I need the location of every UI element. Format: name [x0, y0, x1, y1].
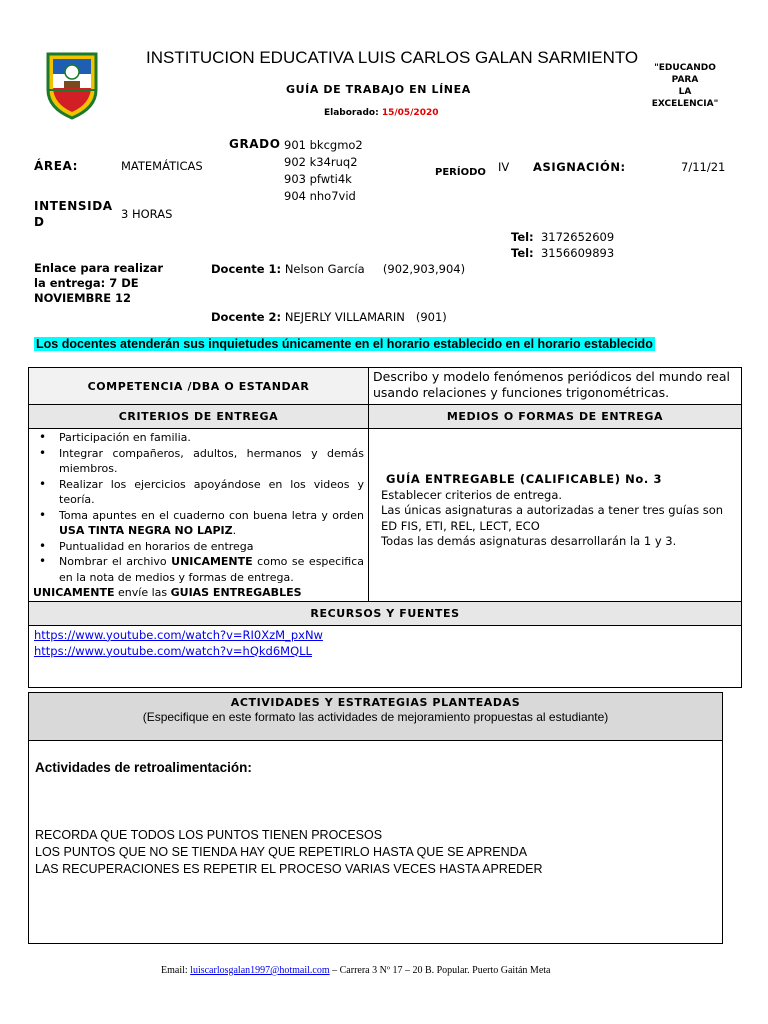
retro-line: LOS PUNTOS QUE NO SE TIENDA HAY QUE REPETIRLO HASTA QUE SE APRENDA	[35, 845, 528, 859]
criterio-text: Toma apuntes en el cuaderno con buena letra y orden	[59, 508, 364, 522]
elaborado-date: 15/05/2020	[381, 108, 439, 118]
retro-label: Actividades de retroalimentación:	[35, 760, 252, 775]
footer-address: – Carrera 3 Nº 17 – 20 B. Popular. Puerto Gaitán Meta	[329, 965, 551, 976]
criterio-bold: UNICAMENTE	[33, 586, 115, 599]
motto-line: PARA	[671, 75, 699, 85]
criterio-text: envíe las	[114, 586, 171, 599]
docente2-value: NEJERLY VILLAMARIN (901)	[284, 310, 447, 324]
school-name: INSTITUCION EDUCATIVA LUIS CARLOS GALAN SARMIENTO	[146, 48, 639, 67]
docente-2	[211, 309, 465, 325]
grado-codes	[284, 137, 363, 205]
guide-title: GUÍA DE TRABAJO EN LÍNEA	[286, 83, 471, 96]
asignacion-value: 7/11/21	[681, 160, 726, 174]
area-value: MATEMÁTICAS	[121, 159, 203, 173]
medios-cell	[369, 429, 742, 602]
motto-line: LA	[678, 87, 692, 97]
tel-label: Tel:	[511, 230, 534, 244]
docentes	[211, 229, 465, 341]
telefono-1	[511, 229, 614, 245]
medios-header: MEDIOS O FORMAS DE ENTREGA	[369, 405, 742, 429]
elaborado-label: Elaborado:	[324, 108, 379, 118]
recursos-header: RECURSOS Y FUENTES	[29, 601, 742, 625]
criterios-list	[33, 430, 364, 585]
motto-line: "EDUCANDO	[654, 63, 716, 73]
tel-value: 3156609893	[540, 246, 615, 260]
motto	[640, 62, 730, 110]
criterio-bold: USA TINTA NEGRA NO LAPIZ	[59, 524, 233, 537]
notice-highlight: Los docentes atenderán sus inquietudes únicamente en el horario establecido en el horario establecido	[36, 337, 653, 351]
docente1-value: Nelson García (902,903,904)	[284, 262, 466, 276]
youtube-link[interactable]: https://www.youtube.com/watch?v=hQkd6MQLL	[34, 643, 312, 658]
intensidad-label-line: D	[34, 215, 45, 229]
criterio-item: • Puntualidad en horarios de entrega	[47, 539, 364, 555]
criterio-item	[47, 554, 364, 585]
competencia-value: Describo y modelo fenómenos periódicos del mundo real usando relaciones y funciones trigonométricas.	[369, 368, 742, 405]
criterios-header: CRITERIOS DE ENTREGA	[29, 405, 369, 429]
periodo-label: PERÍODO	[435, 167, 486, 178]
school-crest-logo	[44, 50, 100, 120]
actividades-header-band	[29, 693, 722, 741]
grado-label: GRADO	[229, 137, 281, 151]
docente1-label: Docente 1:	[211, 262, 282, 276]
criterio-text: Nombrar el archivo	[59, 555, 167, 568]
entregable-title: GUÍA ENTREGABLE (CALIFICABLE) No. 3	[386, 472, 663, 486]
area-label: ÁREA:	[34, 159, 79, 173]
intensidad-label-line: INTENSIDA	[34, 199, 113, 213]
medios-line: Establecer criterios de entrega.	[381, 487, 563, 502]
retro-line: RECORDA QUE TODOS LOS PUNTOS TIENEN PROCESOS	[35, 828, 383, 842]
actividades-subheader: (Especifique en este formato las actividades de mejoramiento propuestas al estudiante)	[142, 710, 609, 724]
tel-label: Tel:	[511, 246, 534, 260]
motto-line: EXCELENCIA"	[651, 99, 719, 109]
tel-value: 3172652609	[540, 230, 615, 244]
footer-email-link[interactable]: luiscarlosgalan1997@hotmail.com	[190, 965, 330, 976]
footer	[161, 965, 550, 976]
actividades-header: ACTIVIDADES Y ESTRATEGIAS PLANTEADAS	[230, 696, 521, 709]
criterios-final-note	[33, 585, 364, 601]
enlace-line: Enlace para realizar	[34, 261, 164, 275]
intensidad-label	[34, 198, 113, 230]
telefono-2	[511, 245, 614, 261]
retro-notes	[35, 827, 543, 878]
retro-line: LAS RECUPERACIONES ES REPETIR EL PROCESO VARIAS VECES HASTA APREDER	[35, 862, 543, 876]
recursos-cell	[29, 625, 742, 687]
enlace-entrega	[34, 261, 163, 306]
criterio-text: .	[232, 524, 237, 537]
docente-1	[211, 261, 465, 277]
grado-code: 903 pfwti4k	[284, 172, 352, 186]
medios-line: Todas las demás asignaturas desarrollarán la 1 y 3.	[381, 534, 677, 548]
enlace-line: la entrega: 7 DE	[34, 276, 139, 290]
grado-code: 902 k34ruq2	[284, 155, 358, 169]
youtube-link[interactable]: https://www.youtube.com/watch?v=RI0XzM_pxNw	[34, 627, 323, 642]
actividades-box	[28, 692, 723, 944]
medios-line: ED FIS, ETI, REL, LECT, ECO	[381, 518, 540, 533]
medios-line: Las únicas asignaturas a autorizadas a tener tres guías son	[381, 503, 724, 517]
criterio-item: • Participación en familia.	[47, 430, 364, 446]
asignacion-label: ASIGNACIÓN:	[533, 160, 626, 174]
criterio-bold: GUIAS ENTREGABLES	[170, 586, 302, 599]
grado-code: 904 nho7vid	[284, 189, 356, 203]
criterio-item: • Integrar compañeros, adultos, hermanos y demás miembros.	[47, 446, 364, 477]
intensidad-value: 3 HORAS	[121, 207, 173, 221]
enlace-line: NOVIEMBRE 12	[34, 291, 132, 305]
grado-code: 901 bkcgmo2	[284, 138, 363, 152]
criterio-text: como se especifica en la nota de medios y formas de entrega.	[59, 555, 364, 584]
criterio-item	[47, 508, 364, 539]
guide-table	[28, 367, 742, 688]
footer-email-label: Email:	[161, 965, 188, 976]
periodo-value: IV	[498, 160, 510, 174]
elaborado-line	[324, 108, 438, 118]
criterio-item: • Realizar los ejercicios apoyándose en los videos y teoría.	[47, 477, 364, 508]
criterio-bold: UNICAMENTE	[171, 555, 253, 568]
telefonos	[511, 229, 614, 261]
docente2-label: Docente 2:	[211, 310, 282, 324]
competencia-label: COMPETENCIA /DBA O ESTANDAR	[29, 368, 369, 405]
criterios-cell	[29, 429, 369, 602]
